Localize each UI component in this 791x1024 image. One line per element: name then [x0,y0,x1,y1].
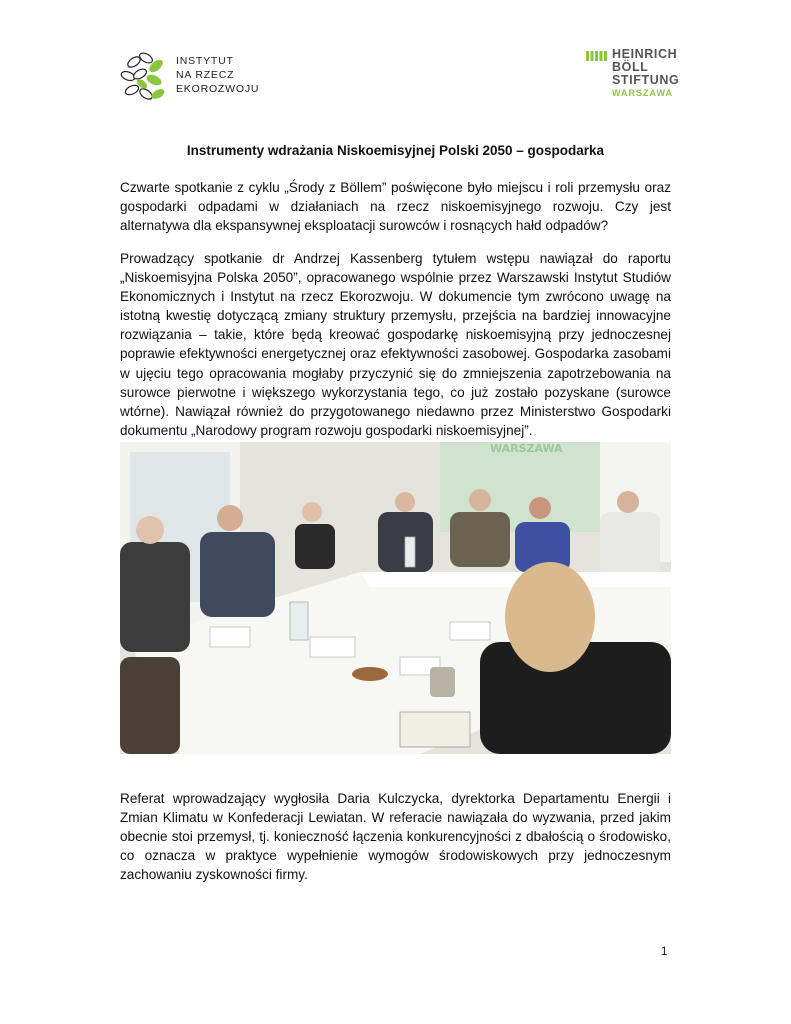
boell-city: WARSZAWA [612,88,673,98]
paragraph-moderator: Prowadzący spotkanie dr Andrzej Kassenberg tytułem wstępu nawiązał do raportu „Niskoemisyjna Polska 2050”, opracowanego wspólnie przez Warszawski Instytut Studiów Ekonomicznych i Instytut na rzecz Ekorozwoju. W dokumencie tym zwrócono uwagę na istotną kwestię dotyczącą zmiany struktury przemysłu, przejścia na bardziej innowacyjne rozwiązania – takie, które będą kreować gospodarkę niskoemisyjną przy jednoczesnej poprawie efektywności energetycznej oraz efektywności zasobowej. Gospodarka zasobami w ujęciu tego opracowania mogłaby przyczynić się do zmniejszenia zapotrzebowania na surowce pierwotne i większego wykorzystania tego, co już zostało pozyskane (surowce wtórne). Nawiązał również do przygotowanego niedawno przez Ministerstwo Gospodarki dokumentu „Narodowy program rozwoju gospodarki niskoemisyjnej”. [120,251,671,438]
paragraph-speaker: Referat wprowadzający wygłosiła Daria Kulczycka, dyrektorka Departamentu Energii i Zmian Klimatu w Konfederacji Lewiatan. W referacie nawiązała do wyzwania, przed jakim obecnie stoi przemysł, tj. konieczność łączenia konkurencyjności z dbałością o środowisko, co oznacza w praktyce wypełnienie wymogów środowiskowych przy jednoczesnym zachowaniu zyskowności firmy. [120,791,671,883]
boell-bars-icon [586,51,608,61]
meeting-photo [120,442,671,754]
boell-line-2: BÖLL [612,60,649,74]
boell-line-3: STIFTUNG [612,73,680,87]
boell-logo [586,48,686,108]
photo-wall-text: WARSZAWA [490,442,563,455]
paragraph-intro: Czwarte spotkanie z cyklu „Środy z Böllem” poświęcone było miejscu i roli przemysłu oraz gospodarki odpadami w działaniach na rzecz niskoemisyjnego rozwoju. Czy jest alternatywa dla ekspansywnej eksploatacji surowców i rosnących hałd odpadów? [120,180,671,234]
logo-line-2: NA RZECZ [176,69,235,81]
leaf-cluster-icon [120,50,168,104]
boell-line-1: HEINRICH [612,47,678,61]
institute-logo [120,50,260,104]
document-title: Instrumenty wdrażania Niskoemisyjnej Polski 2050 – gospodarka [186,143,605,158]
logo-line-3: EKOROZWOJU [176,83,260,95]
logo-line-1: INSTYTUT [176,55,234,67]
page-number: 1 [661,946,668,958]
